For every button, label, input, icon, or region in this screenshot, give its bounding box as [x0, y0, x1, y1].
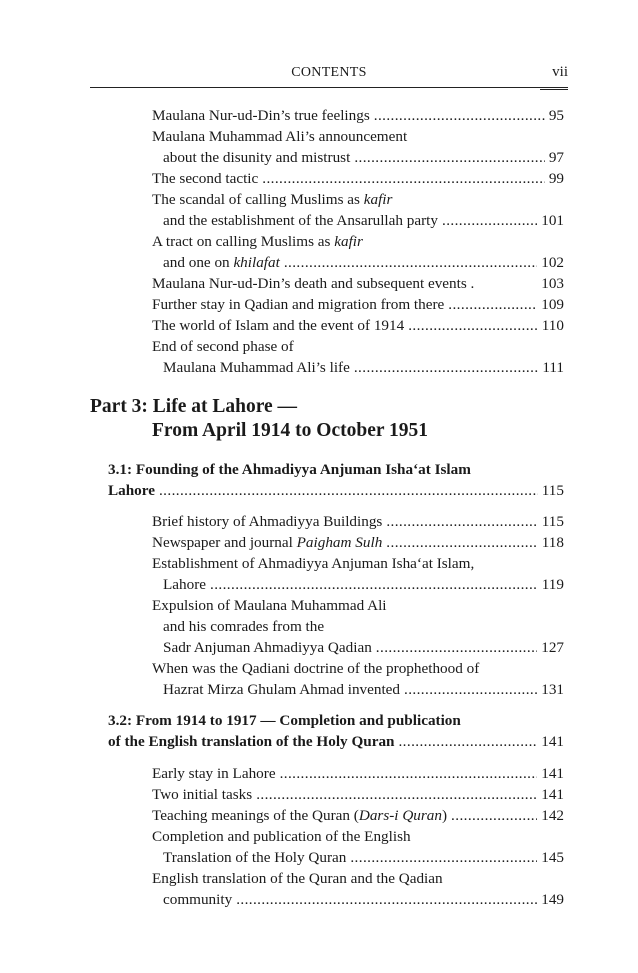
toc-page-number: 103: [541, 275, 564, 292]
toc-page-number: 141: [541, 786, 564, 803]
toc-page-number: 101: [541, 212, 564, 229]
toc-page-number: 142: [541, 807, 564, 824]
header-rule: [90, 87, 568, 88]
toc-entry[interactable]: A tract on calling Muslims as kafir: [152, 233, 363, 250]
toc-entry[interactable]: Teaching meanings of the Quran (Dars-i Quran) ..... 142: [152, 806, 564, 826]
toc-page-number: 115: [541, 482, 564, 499]
toc-page-number: 102: [541, 254, 564, 271]
toc-entry[interactable]: and one on khilafat ..... 102: [163, 253, 564, 273]
toc-page-number: 141: [541, 765, 564, 782]
toc-entry[interactable]: End of second phase of: [152, 338, 294, 355]
toc-entry[interactable]: English translation of the Quran and the Qadian: [152, 870, 443, 887]
toc-page-number: 118: [541, 534, 564, 551]
toc-page-number: 97: [548, 149, 564, 166]
toc-page-number: 110: [541, 317, 564, 334]
toc-entry[interactable]: Sadr Anjuman Ahmadiyya Qadian ..... 127: [163, 638, 564, 658]
toc-page-number: 111: [542, 359, 564, 376]
toc-entry[interactable]: Translation of the Holy Quran ..... 145: [163, 848, 564, 868]
toc-page-number: 95: [548, 107, 564, 124]
toc-entry[interactable]: and the establishment of the Ansarullah party ..... 101: [163, 211, 564, 231]
running-header: [90, 62, 568, 84]
toc-entry[interactable]: When was the Qadiani doctrine of the prophethood of: [152, 660, 480, 677]
toc-entry[interactable]: The second tactic ..... 99: [152, 169, 564, 189]
toc-entry[interactable]: Establishment of Ahmadiyya Anjuman Isha‘at Islam,: [152, 555, 475, 572]
toc-page-number: 127: [541, 639, 564, 656]
header-rule-short: [540, 89, 568, 90]
toc-entry[interactable]: and his comrades from the: [163, 618, 325, 635]
toc-entry[interactable]: The world of Islam and the event of 1914 ..... 110: [152, 316, 564, 336]
toc-page-number: 99: [548, 170, 564, 187]
section-heading[interactable]: Lahore ..... 115: [108, 481, 564, 501]
toc-entry[interactable]: Brief history of Ahmadiyya Buildings ..... 115: [152, 512, 564, 532]
toc-entry[interactable]: Hazrat Mirza Ghulam Ahmad invented ..... 131: [163, 680, 564, 700]
toc-page-number: 109: [541, 296, 564, 313]
toc-entry[interactable]: Completion and publication of the English: [152, 828, 411, 845]
toc-page-number: 119: [541, 576, 564, 593]
toc-entry[interactable]: Maulana Muhammad Ali’s announcement: [152, 128, 408, 145]
toc-entry[interactable]: Expulsion of Maulana Muhammad Ali: [152, 597, 387, 614]
part-heading: Part 3: Life at Lahore —: [90, 396, 298, 417]
toc-entry[interactable]: community ..... 149: [163, 890, 564, 910]
toc-page-number: 131: [541, 681, 564, 698]
section-heading[interactable]: 3.1: Founding of the Ahmadiyya Anjuman Isha‘at Islam: [108, 461, 471, 478]
toc-entry[interactable]: Maulana Muhammad Ali’s life ..... 111: [163, 358, 564, 378]
part-subheading: From April 1914 to October 1951: [152, 420, 429, 441]
section-heading[interactable]: 3.2: From 1914 to 1917 — Completion and publication: [108, 712, 461, 729]
toc-entry[interactable]: Lahore ..... 119: [163, 575, 564, 595]
toc-page-number: 149: [541, 891, 564, 908]
section-heading[interactable]: of the English translation of the Holy Quran ..... 141: [108, 732, 564, 752]
running-title: CONTENTS: [291, 65, 367, 80]
toc-entry[interactable]: The scandal of calling Muslims as kafir: [152, 191, 393, 208]
toc-page-number: 115: [541, 513, 564, 530]
toc-entry[interactable]: Further stay in Qadian and migration from there ..... 109: [152, 295, 564, 315]
toc-entry[interactable]: Maulana Nur-ud-Din’s true feelings ..... 95: [152, 106, 564, 126]
toc-page-number: 145: [541, 849, 564, 866]
toc-entry[interactable]: Maulana Nur-ud-Din’s death and subsequent events . 103: [152, 275, 564, 292]
toc-entry[interactable]: Early stay in Lahore ..... 141: [152, 764, 564, 784]
toc-entry[interactable]: Two initial tasks ..... 141: [152, 785, 564, 805]
toc-entry[interactable]: about the disunity and mistrust ..... 97: [163, 148, 564, 168]
toc-page-number: 141: [541, 733, 564, 750]
page-number: vii: [552, 64, 568, 80]
toc-entry[interactable]: Newspaper and journal Paigham Sulh ..... 118: [152, 533, 564, 553]
